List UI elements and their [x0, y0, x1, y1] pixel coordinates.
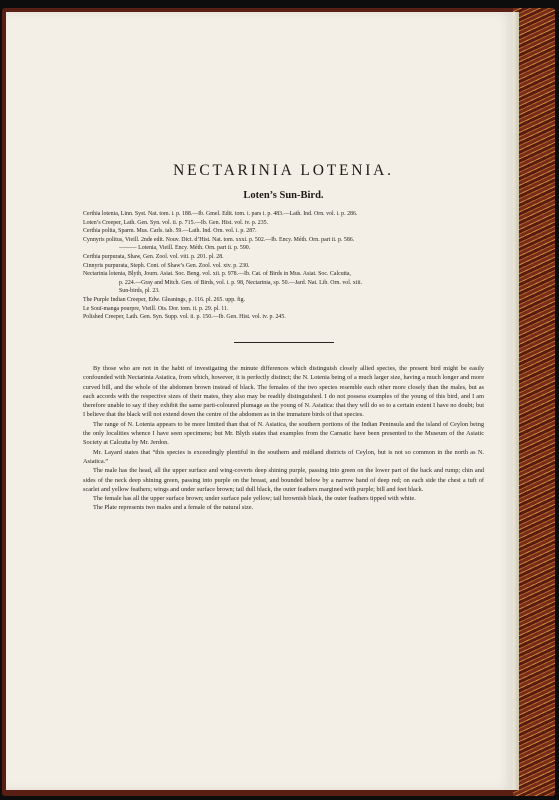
body-paragraph: The Plate represents two males and a female of the natural size. — [93, 504, 254, 512]
body-paragraph: The male has the head, all the upper surface and wing-coverts deep shining purple, passing into green on the lower part of the back and rump; chin and sides of the neck deep shining green, passing into purple on the breast, and bounded below by a narrow band of deep red; on each side the chest a tuft of scarlet and yellow feathers; wings and under surface brown; tail dull black, the outer feathers margined with purple; bill and feet black. — [83, 467, 484, 493]
cover-edge — [513, 8, 555, 796]
synonym-line: ——— Lotenia, Vieill. Ency. Méth. Orn. part ii. p. 590. — [119, 245, 251, 252]
synonym-line: Cinnyris purpurata, Steph. Cont. of Shaw’s Gen. Zool. vol. xiv. p. 230. — [83, 262, 250, 269]
body-paragraph: The female has all the upper surface brown; under surface pale yellow; tail brownish black, the outer feathers tipped with white. — [93, 495, 416, 503]
synonym-line: Le Souï-manga pourpre, Vieill. Ois. Dor. tom. ii. p. 29. pl. 11. — [83, 305, 229, 312]
book-page — [6, 12, 513, 790]
body-paragraph: Mr. Layard states that “this species is exceedingly plentiful in the southern and midland districts of Ceylon, but is not so common in the north as N. Asiatica.” — [83, 448, 484, 465]
body-paragraph: By those who are not in the habit of investigating the minute differences which distinguish closely allied species, the present bird might be easily confounded with Nectarinia Asiatica, from which, however, it is perfectly distinct; the N. Lotenia being of a much larger size, having a much longer and more curved bill, and the whole of the abdomen brown instead of black. The females of the two species resemble each other more closely than the males, but as each accords with the respective sizes of their mates, they also may be readily distinguished. I do not possess examples of the young of this bird, and I am therefore unable to say if they exhibit the same parti-coloured plumage as the young of N. Asiatica: that they will do so to a certain extent I have no doubt; but I believe that the black will not extend down the centre of the abdomen as in the immature birds of that species. — [83, 365, 484, 419]
section-divider — [234, 342, 334, 343]
synonym-line: Certhia purpurata, Shaw, Gen. Zool. vol. viii. p. 201. pl. 28. — [83, 253, 224, 260]
synonym-line: Certhia lotenia, Linn. Syst. Nat. tom. i. p. 188.—Ib. Gmel. Edit. tom. i. pars i. p. 483.—Lath. Ind. Orn. vol. i. p. 286. — [83, 211, 358, 217]
page-subtitle: Loten’s Sun-Bird. — [243, 190, 324, 201]
synonym-line: Sun-birds, pl. 23. — [119, 288, 160, 295]
synonym-line: Nectarinia lotenia, Blyth, Journ. Asiat. Soc. Beng. vol. xii. p. 978.—Ib. Cat. of Birds in Mus. Asiat. Soc. Calcutta, — [83, 271, 351, 278]
synonym-line: Certhia polita, Sparm. Mus. Carls. tab. 59.—Lath. Ind. Orn. vol. i. p. 287. — [83, 228, 257, 235]
synonym-line: Cynnyris politus, Vieill. 2nde edit. Nouv. Dict. d’Hist. Nat. tom. xxxi. p. 502.—Ib. Ency. Méth. Orn. part ii. p. 586. — [83, 236, 355, 243]
synonym-line: The Purple Indian Creeper, Edw. Gleanings, p. 116. pl. 265. upp. fig. — [83, 296, 246, 303]
body-paragraph: The range of N. Lotenia appears to be more limited than that of N. Asiatica, the southern portions of the Indian Peninsula and the island of Ceylon being the only localities whence I have seen specimens; but Mr. Blyth states that examples from the Carnatic have been presented to the Museum of the Asiatic Society at Calcutta by Mr. Jerdon. — [83, 420, 484, 447]
page-title: NECTARINIA LOTENIA. — [173, 162, 394, 179]
synonym-line: Loten’s Creeper, Lath. Gen. Syn. vol. ii. p. 715.—Ib. Gen. Hist. vol. iv. p. 235. — [83, 219, 269, 226]
book-binding — [2, 8, 555, 796]
body-text — [83, 364, 484, 513]
synonymy-list — [83, 210, 484, 322]
synonym-line: Polished Creeper, Lath. Gen. Syn. Supp. vol. ii. p. 150.—Ib. Gen. Hist. vol. iv. p. 245. — [83, 314, 286, 321]
synonym-line: p. 224.—Gray and Mitch. Gen. of Birds, vol. i. p. 98, Nectarinia, sp. 50.—Jard. Nat. Lib. Orn. vol. xiii. — [119, 279, 363, 286]
